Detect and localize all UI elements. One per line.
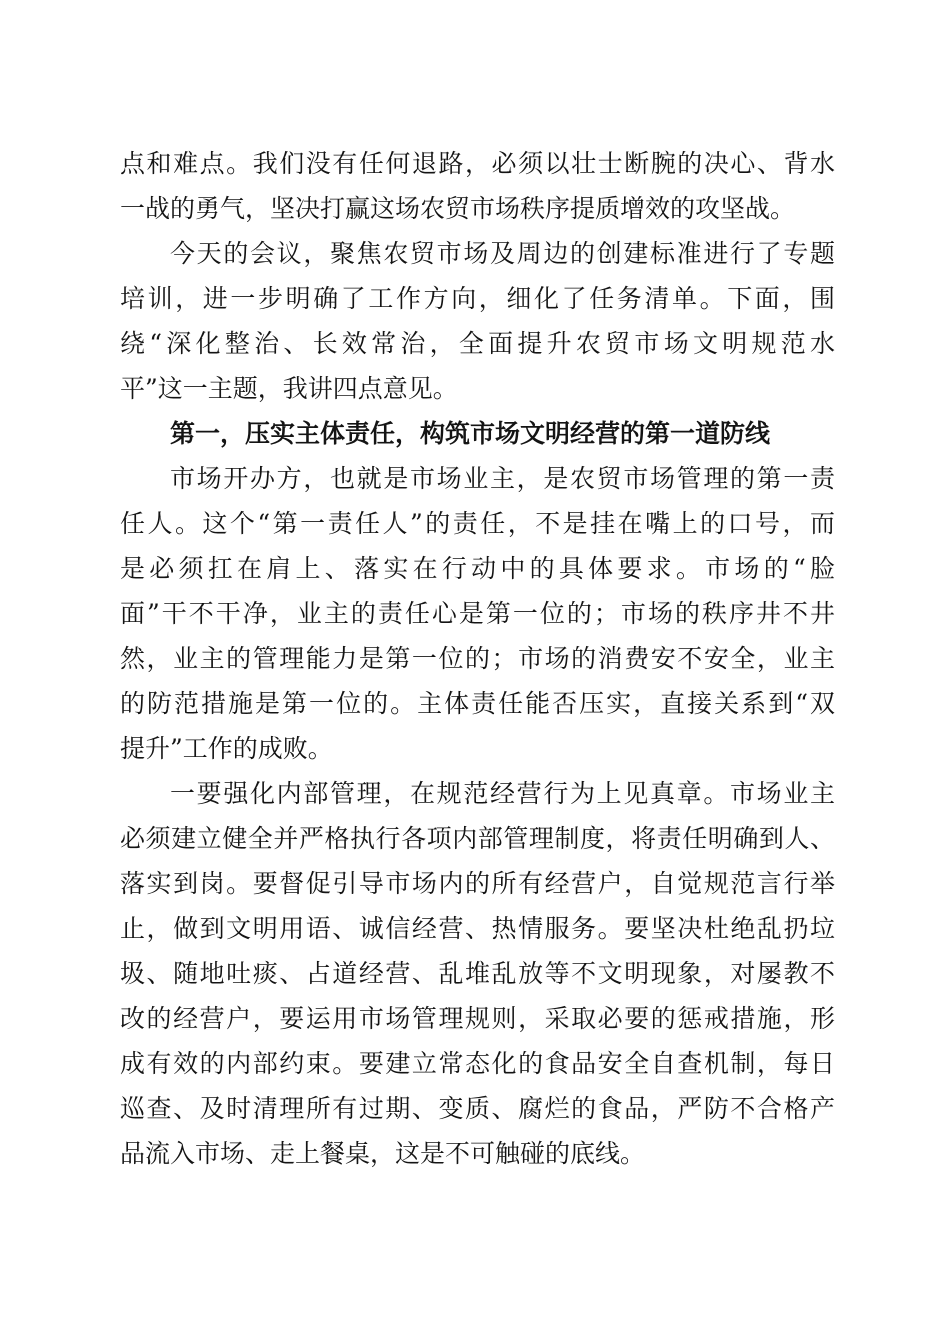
text-line: 点和难点。我们没有任何退路，必须以壮士断腕的决心、背水 bbox=[120, 149, 835, 178]
text-line: 圾、随地吐痰、占道经营、乱堆乱放等不文明现象，对屡教不 bbox=[120, 959, 835, 988]
text-line: 止，做到文明用语、诚信经营、热情服务。要坚决杜绝乱扔垃 bbox=[120, 914, 835, 943]
text-line: 任人。这个“第一责任人”的责任，不是挂在嘴上的口号，而 bbox=[120, 509, 835, 538]
text-line: 一要强化内部管理，在规范经营行为上见真章。市场业主 bbox=[170, 779, 835, 808]
text-line: 是必须扛在肩上、落实在行动中的具体要求。市场的“脸 bbox=[120, 554, 835, 583]
text-line: 的防范措施是第一位的。主体责任能否压实，直接关系到“双 bbox=[120, 689, 835, 718]
text-line: 然，业主的管理能力是第一位的；市场的消费安不安全，业主 bbox=[120, 644, 835, 673]
section-heading: 第一，压实主体责任，构筑市场文明经营的第一道防线 bbox=[170, 419, 771, 448]
text-line: 面”干不干净，业主的责任心是第一位的；市场的秩序井不井 bbox=[120, 599, 835, 628]
text-line: 平”这一主题，我讲四点意见。 bbox=[120, 374, 458, 403]
text-line: 必须建立健全并严格执行各项内部管理制度，将责任明确到人、 bbox=[120, 824, 835, 853]
text-line: 市场开办方，也就是市场业主，是农贸市场管理的第一责 bbox=[170, 464, 835, 493]
text-line: 绕“深化整治、长效常治，全面提升农贸市场文明规范水 bbox=[120, 329, 835, 358]
text-line: 巡查、及时清理所有过期、变质、腐烂的食品，严防不合格产 bbox=[120, 1094, 835, 1123]
text-line: 改的经营户，要运用市场管理规则，采取必要的惩戒措施，形 bbox=[120, 1004, 835, 1033]
text-line: 品流入市场、走上餐桌，这是不可触碰的底线。 bbox=[120, 1139, 646, 1168]
text-line: 落实到岗。要督促引导市场内的所有经营户，自觉规范言行举 bbox=[120, 869, 835, 898]
text-line: 今天的会议，聚焦农贸市场及周边的创建标准进行了专题 bbox=[170, 239, 835, 268]
text-line: 一战的勇气，坚决打赢这场农贸市场秩序提质增效的攻坚战。 bbox=[120, 194, 796, 223]
text-line: 提升”工作的成败。 bbox=[120, 734, 333, 763]
text-line: 成有效的内部约束。要建立常态化的食品安全自查机制，每日 bbox=[120, 1049, 835, 1078]
text-line: 培训，进一步明确了工作方向，细化了任务清单。下面，围 bbox=[120, 284, 835, 313]
